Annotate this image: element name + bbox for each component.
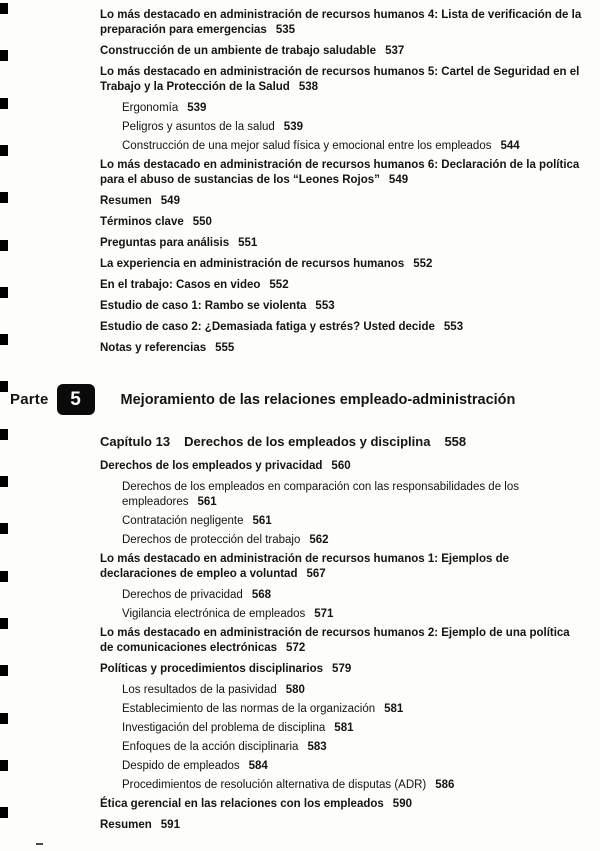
toc-entry-title: Peligros y asuntos de la salud [122,121,275,133]
toc-entry-title: Derechos de los empleados en comparación con las responsabilidades de los empleadores [122,481,519,508]
toc-entry [100,194,582,209]
toc-entry-page: 584 [248,760,268,772]
toc-entry-title: Derechos de protección del trabajo [122,534,301,546]
chapter-title: Derechos de los empleados y disciplina [184,434,431,449]
toc-entry [100,139,582,154]
toc-entry-page: 562 [309,534,329,546]
toc-entry-title: Enfoques de la acción disciplinaria [122,741,299,753]
toc-entry [100,683,582,698]
toc-entry [100,8,582,38]
toc-entry-title: Derechos de los empleados y privacidad [100,460,323,472]
toc-entry [100,341,582,356]
toc-entry-page: 591 [160,819,180,831]
toc-entry-page: 567 [306,568,326,580]
toc-entry [100,702,582,717]
toc-entry [100,588,582,603]
toc-entry-page: 571 [314,608,334,620]
toc-entry [100,533,582,548]
toc-entry-page: 560 [331,460,351,472]
toc-entry-title: Términos clave [100,216,184,228]
toc-entry-page: 539 [187,102,207,114]
toc-entry [100,818,582,833]
part-number: 5 [70,388,81,410]
toc-entry [100,607,582,622]
chapter-heading [100,434,582,450]
toc-entry [100,759,582,774]
toc-entry [100,552,582,582]
toc-entry-title: Derechos de privacidad [122,589,243,601]
toc-entry-title: Resumen [100,195,152,207]
toc-entry-title: En el trabajo: Casos en video [100,279,261,291]
toc-entry [100,299,582,314]
part-header [10,384,582,415]
scan-artifact-dash [36,843,43,845]
toc-entry [100,626,582,656]
toc-entry [100,215,582,230]
toc-entry [100,721,582,736]
toc-entry-title: Ética gerencial en las relaciones con los empleados [100,798,384,810]
toc-entry-title: Notas y referencias [100,342,207,354]
toc-entry-page: 561 [252,515,272,527]
toc-entry-title: Preguntas para análisis [100,237,230,249]
toc-entry-page: 580 [285,684,305,696]
toc-entry [100,480,582,510]
toc-entry-page: 581 [384,703,404,715]
toc-entry [100,514,582,529]
toc-list-bottom [100,459,582,833]
toc-entry-page: 581 [334,722,354,734]
toc-entry-title: Lo más destacado en administración de recursos humanos 5: Cartel de Seguridad en el Trabajo y la Protección de la Salud [100,66,580,93]
part-number-badge [57,384,95,415]
toc-entry [100,740,582,755]
toc-entry [100,797,582,812]
chapter-label: Capítulo 13 [100,434,171,449]
toc-entry-page: 590 [392,798,412,810]
toc-entry-title: Establecimiento de las normas de la organización [122,703,376,715]
toc-entry-title: Construcción de una mejor salud física y emocional entre los empleados [122,140,492,152]
toc-entry [100,44,582,59]
toc-entry-page: 552 [413,258,433,270]
toc-entry [100,120,582,135]
toc-entry-title: Despido de empleados [122,760,240,772]
toc-entry-title: Lo más destacado en administración de recursos humanos 2: Ejemplo de una política de comunicaciones electrónicas [100,627,570,654]
toc-entry-page: 549 [388,174,409,186]
toc-entry-page: 553 [315,300,335,312]
toc-entry-title: Políticas y procedimientos disciplinarios [100,663,324,675]
toc-entry-page: 538 [298,81,318,93]
part-title: Mejoramiento de las relaciones empleado-administración [120,391,516,408]
toc-entry-title: Procedimientos de resolución alternativa de disputas (ADR) [122,779,427,791]
toc-entry-page: 550 [192,216,212,228]
toc-entry-page: 537 [385,45,405,57]
toc-entry-page: 552 [269,279,289,291]
toc-entry-page: 544 [500,140,520,152]
toc-entry-page: 555 [215,342,235,354]
toc-entry-title: Investigación del problema de disciplina [122,722,326,734]
toc-entry [100,101,582,116]
toc-entry-title: Lo más destacado en administración de recursos humanos 1: Ejemplos de declaraciones de empleo a voluntad [100,553,510,580]
toc-entry-title: Construcción de un ambiente de trabajo saludable [100,45,377,57]
toc-entry [100,320,582,335]
toc-entry-page: 551 [238,237,258,249]
toc-entry-title: Lo más destacado en administración de recursos humanos 6: Declaración de la política para el abuso de sustancias de los “Leones Rojos” [100,159,580,186]
toc-entry-title: Los resultados de la pasividad [122,684,277,696]
toc-entry [100,278,582,293]
toc-list-top [100,8,582,356]
toc-entry-title: Lo más destacado en administración de recursos humanos 4: Lista de verificación de la preparación para emergencias [100,9,582,36]
toc-entry-page: 568 [251,589,272,601]
toc-entry-page: 579 [332,663,352,675]
toc-entry-page: 561 [197,496,217,508]
toc-entry [100,158,582,188]
toc-entry-title: Estudio de caso 2: ¿Demasiada fatiga y estrés? Usted decide [100,321,435,333]
toc-entry-title: Contratación negligente [122,515,244,527]
toc-entry-page: 583 [307,741,327,753]
toc-entry-title: Vigilancia electrónica de empleados [122,608,306,620]
toc-entry-title: Ergonomía [122,102,179,114]
toc-entry [100,662,582,677]
toc-entry-page: 572 [286,642,306,654]
toc-entry-page: 586 [435,779,455,791]
toc-entry [100,257,582,272]
toc-entry [100,236,582,251]
toc-entry-page: 535 [275,24,296,36]
toc-entry-page: 549 [160,195,180,207]
chapter-page: 558 [444,434,467,449]
toc-entry-page: 553 [443,321,464,333]
part-label: Parte [10,391,49,408]
toc-entry-title: Resumen [100,819,152,831]
toc-entry [100,65,582,95]
toc-entry-page: 539 [283,121,303,133]
toc-entry-title: Estudio de caso 1: Rambo se violenta [100,300,307,312]
toc-entry [100,459,582,474]
toc-entry-title: La experiencia en administración de recursos humanos [100,258,405,270]
toc-entry [100,778,582,793]
